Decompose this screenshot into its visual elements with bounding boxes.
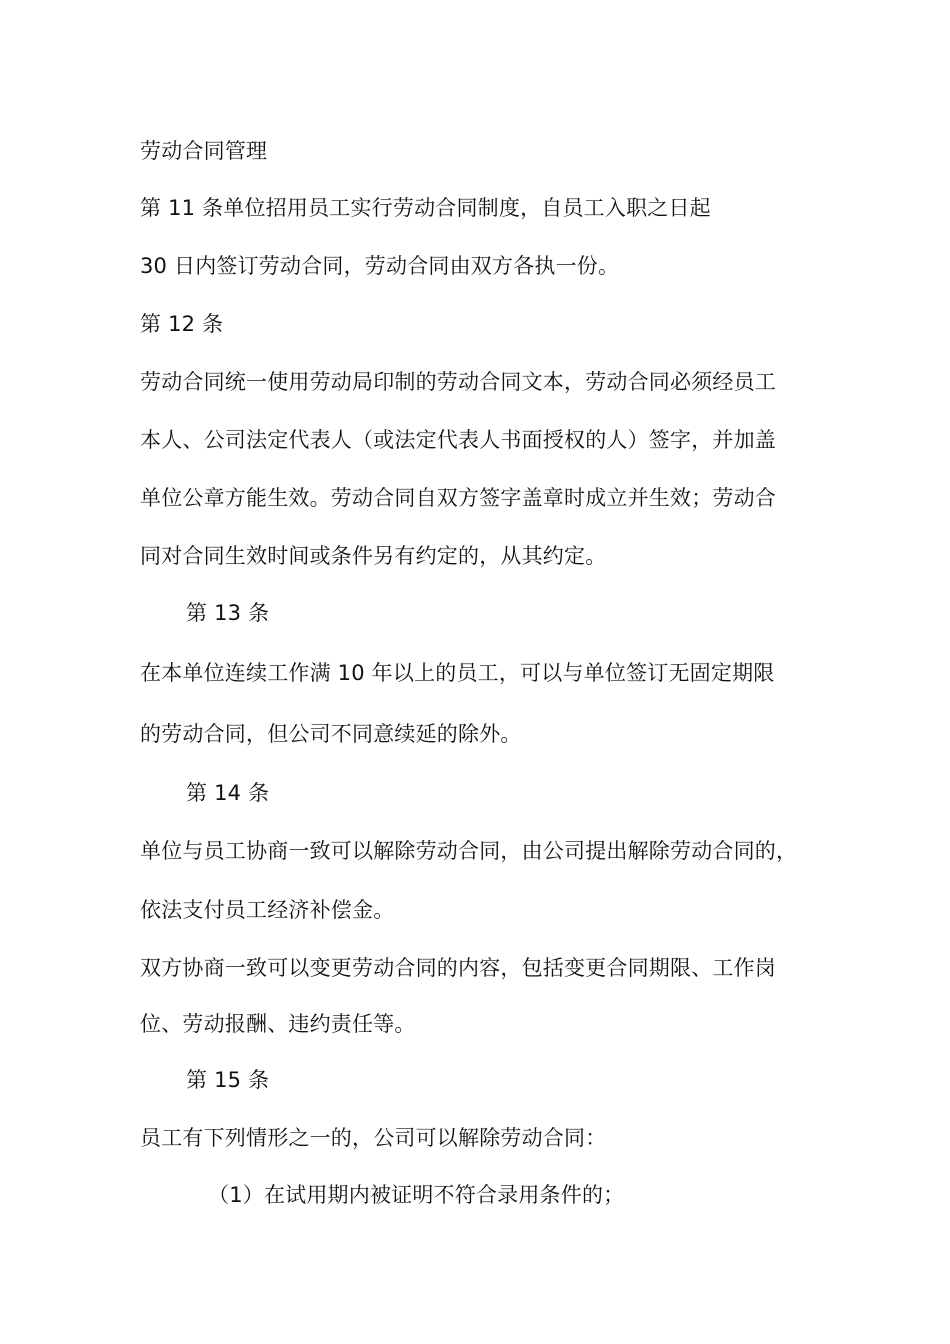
article-13-heading: 第 13 条: [186, 601, 270, 625]
article-14-line-4: 位、劳动报酬、违约责任等。: [140, 1012, 416, 1036]
article-12-line-2: 本人、公司法定代表人（或法定代表人书面授权的人）签字，并加盖: [140, 428, 776, 452]
article-14-line-3: 双方协商一致可以变更劳动合同的内容，包括变更合同期限、工作岗: [140, 956, 776, 980]
article-15-line-1: 员工有下列情形之一的，公司可以解除劳动合同：: [140, 1126, 607, 1150]
article-11-line-2: 30 日内签订劳动合同，劳动合同由双方各执一份。: [140, 254, 620, 278]
document-title: 劳动合同管理: [140, 139, 268, 163]
article-12-line-3: 单位公章方能生效。劳动合同自双方签字盖章时成立并生效；劳动合: [140, 486, 776, 510]
article-12-line-1: 劳动合同统一使用劳动局印制的劳动合同文本，劳动合同必须经员工: [140, 370, 776, 394]
article-14-line-1: 单位与员工协商一致可以解除劳动合同，由公司提出解除劳动合同的，: [140, 839, 798, 863]
article-15-item-1: （1）在试用期内被证明不符合录用条件的；: [208, 1183, 625, 1207]
article-13-line-1: 在本单位连续工作满 10 年以上的员工，可以与单位签订无固定期限: [140, 661, 775, 685]
article-14-heading: 第 14 条: [186, 781, 270, 805]
article-13-line-2: 的劳动合同，但公司不同意续延的除外。: [140, 722, 522, 746]
article-12-heading: 第 12 条: [140, 312, 224, 336]
article-11-line-1: 第 11 条单位招用员工实行劳动合同制度，自员工入职之日起: [140, 196, 711, 220]
article-12-line-4: 同对合同生效时间或条件另有约定的，从其约定。: [140, 544, 607, 568]
article-14-line-2: 依法支付员工经济补偿金。: [140, 898, 395, 922]
article-15-heading: 第 15 条: [186, 1068, 270, 1092]
